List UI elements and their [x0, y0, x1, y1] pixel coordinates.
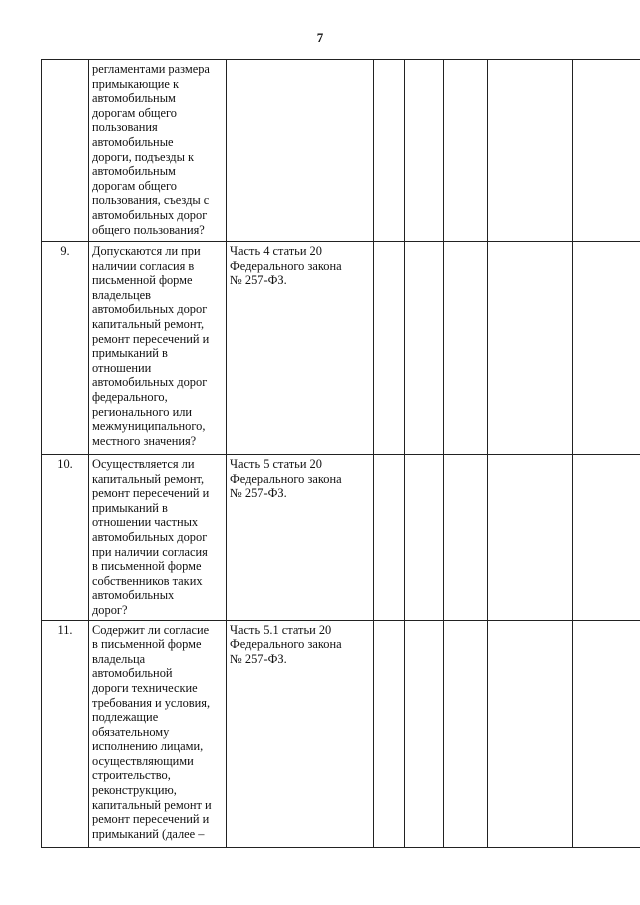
row-number: 9.: [42, 242, 89, 455]
answer-yes-cell: [374, 455, 405, 621]
answer-yes-cell: [374, 620, 405, 847]
reference-cell: [227, 620, 374, 847]
note-cell: [573, 60, 640, 242]
question-cell: [89, 455, 227, 621]
reference-cell: [227, 60, 374, 242]
answer-no-cell: [405, 60, 444, 242]
question-cell: [89, 60, 227, 242]
table-row: [42, 455, 640, 621]
question-cell: [89, 620, 227, 847]
question-text: регламентами размера примыкающие к автомобильным дорогам общего пользования автомобильные дороги, подъезды к автомобильным дорогам общего пользования, съезды с автомобильных дорог общего пользования?: [92, 62, 210, 237]
comment-cell: [488, 242, 573, 455]
answer-yes-cell: [374, 60, 405, 242]
answer-na-cell: [444, 242, 488, 455]
reference-text: Часть 5.1 статьи 20 Федерального закона № 257-ФЗ.: [230, 622, 342, 666]
question-cell: [89, 242, 227, 455]
question-text: Осуществляется ли капитальный ремонт, ремонт пересечений и примыканий в отношении частных автомобильных дорог при наличии согласия в письменной форме собственников таких автомобильных дорог?: [92, 457, 210, 617]
row-number: 10.: [42, 455, 89, 621]
comment-cell: [488, 455, 573, 621]
comment-cell: [488, 60, 573, 242]
question-text: Содержит ли согласие в письменной форме владельца автомобильной дороги технические требования и условия, подлежащие обязательному исполнению лицами, осуществляющими строительство, реконструкцию, капитальный ремонт и ремонт пересечений и примыканий (далее –: [92, 622, 212, 841]
table-row: [42, 60, 640, 242]
comment-cell: [488, 620, 573, 847]
answer-no-cell: [405, 620, 444, 847]
row-number: [42, 60, 89, 242]
row-number: 11.: [42, 620, 89, 847]
reference-text: Часть 4 статьи 20 Федерального закона № 257-ФЗ.: [230, 244, 342, 288]
note-cell: [573, 242, 640, 455]
answer-na-cell: [444, 620, 488, 847]
answer-no-cell: [405, 455, 444, 621]
answer-yes-cell: [374, 242, 405, 455]
note-cell: [573, 620, 640, 847]
note-cell: [573, 455, 640, 621]
answer-no-cell: [405, 242, 444, 455]
reference-text: Часть 5 статьи 20 Федерального закона № 257-ФЗ.: [230, 457, 342, 501]
table-row: [42, 620, 640, 847]
checklist-table: [41, 59, 640, 848]
answer-na-cell: [444, 60, 488, 242]
table-row: [42, 242, 640, 455]
question-text: Допускаются ли при наличии согласия в письменной форме владельцев автомобильных дорог капитальный ремонт, ремонт пересечений и примыканий в отношении автомобильных дорог федерального, регионального или межмуниципального, местного значения?: [92, 244, 210, 448]
reference-cell: [227, 242, 374, 455]
reference-cell: [227, 455, 374, 621]
page-number: 7: [316, 30, 324, 45]
answer-na-cell: [444, 455, 488, 621]
